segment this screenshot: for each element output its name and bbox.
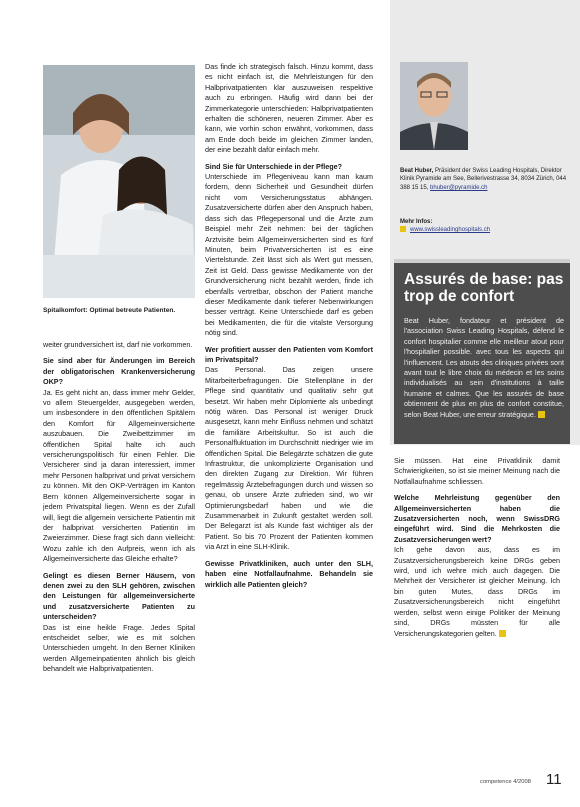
paragraph: weiter grundversichert ist, darf nie vorkommen. (43, 340, 193, 349)
photo-caption: Spitalkomfort: Optimal betreute Patienten. (43, 307, 176, 314)
paragraph: Unterschiede im Pflegeniveau kann man kaum fordern, denn Sicherheit und Gesundheit dürfen nicht vom Versicherungsstatus abhängen. Zusatzversicherte dürfen aber den Anspruch haben, dass sich das Pflegepersonal und die Ärzte zum Beispiel mehr Zeit nehmen: bei der täglichen Arztvisite beim Allgemeinversicherten sind es fünf Minuten, beim Privatversicherten ist es eine Viertelstunde. Zeit lässt sich als Wert gut messen, Zeit ist Geld. Dass gewisse Medikamente von der Grundversicherung nicht bezahlt werden, finde ich ebenfalls vertretbar, obschon der Patient manche dieser Medikamente dank tieferer Nebenwirkungen besser verträgt. Keine Unterschiede darf es geben bei Medikamenten, die für die vitalste Versorgung nötig sind. (205, 172, 373, 338)
page-number: 11 (546, 771, 562, 788)
paragraph: Ja. Es geht nicht an, dass immer mehr Gelder, vo allem Steuergelder, ausgegeben werden, um insbesondere in den öffentlichen Spitälern den Komfort für Allgemeinversicherte auszubauen. Die Zweibettzimmer im öffentlichen Spital halte ich auch versicherungspolitisch für einen Fehler. Die Versicherer sind ja daran interessiert, immer mehr Personen halbprivat und privat versichern zu können. Mit den OKP-Verträgen im Kanton Bern können Allgemeinversicherte sogar in jedem Privatspital liegen. Wenn es der Zufall will, liegt die allgemein versicherte Patientin mit der halbprivat versicherten Patientin im Zweierzimmer. Diese fragt sich dann vielleicht: Wozu zahle ich den Aufpreis, wenn ich als Allgemeinversicherte das Gleiche erhalte? (43, 387, 195, 564)
interview-question: Sie sind aber für Änderungen im Bereich der obligatorischen Krankenversicherung OKP? (43, 356, 195, 387)
column-middle (205, 62, 373, 590)
column-left (43, 340, 195, 681)
interview-question: Sind Sie für Unterschiede in der Pflege? (205, 161, 342, 171)
column-right (394, 456, 560, 645)
author-bio (400, 167, 572, 192)
paragraph: Das ist eine heikle Frage. Jedes Spital entscheidet selber, wie es mit solchen Unterschieden umgeht. In den Berner Kliniken werden Allgemeinpatienten ähnlich bis gleich behandelt wie Halbprivatpatienten. (43, 622, 195, 674)
web-info-label: Mehr Infos: (400, 219, 433, 225)
bio-email-link[interactable]: bhuber@pyramide.ch (430, 184, 488, 191)
paragraph-text: Ich gehe davon aus, dass es im Zusatzversicherungsbereich keine DRGs geben wird, und ich wehre mich auch dagegen. Die Mehrheit der Versicherer ist gleicher Meinung. Ich bin guten Mutes, dass DRGs im Zusatzversicherungsbereich nicht eingeführt werden, selbst wenn einige Politiker der Meinung sind, DRGs müssten für alle Versicherungskategorien gelten. (394, 545, 560, 638)
paragraph (394, 545, 560, 639)
french-summary-body: Beat Huber, fondateur et président de l'association Swiss Leading Hospitals, défend le confort hospitalier comme elle meilleur atout pour l'hospitalier possible. avec tous les aspects qui l'influencent. Les atouts des cliniques privées sont avant tout le libre choix du médecin et les soins individualisés au sein d'institutions à taille humaine et calmes. Que les assurés de base obtiennent de plus en plus de confort constitue, selon Beat Huber, une erreur stratégique. (404, 316, 564, 419)
french-summary-title: Assurés de base: pas trop de confort (404, 271, 564, 305)
french-summary-box (394, 259, 570, 444)
paragraph: Sie müssen. Hat eine Privatklinik damit Schwierigkeiten, so ist sie meiner Meinung nach die Notfallaufnahme schliessen. (394, 456, 560, 486)
paragraph: Das finde ich strategisch falsch. Hinzu kommt, dass es nicht einfach ist, die Mehrleistungen für den Halbprivatpatienten klar auszuweisen respektive auch zu erbringen. Häufig wird dann bei der Zimmerkategorie unterschieden: Halbprivatpatienten erhalten die schöneren, neueren Zimmer. Aber es kann, wie vorhin schon erwähnt, vorkommen, dass am Ende doch beide im gleichen Zimmer landen, der eine bezahlt dafür einfach mehr. (205, 62, 373, 155)
square-bullet-icon (400, 226, 406, 232)
bio-name: Beat Huber, (400, 168, 434, 174)
interview-question: Gelingt es diesen Berner Häusern, von denen zwei zu den SLH gehören, zwischen den Leistungen für allgemeinversicherte und zusatzversicherte Patienten zu unterscheiden? (43, 570, 195, 622)
web-info (400, 218, 572, 235)
website-link[interactable]: www.swissleadinghospitals.ch (410, 227, 491, 234)
portrait-photo (400, 62, 468, 150)
magazine-issue: competence 4/2008 (480, 779, 531, 785)
end-square-icon (499, 630, 506, 637)
hospital-photo (43, 65, 195, 298)
paragraph: Das Personal. Das zeigen unsere Mitarbeiterbefragungen. Die Stellenpläne in der Pflege sind quantitativ und qualitativ sehr gut besetzt. Wir haben mehr Diplomierte als unbedingt nötig wären. Das Personal ist weniger Druck ausgesetzt, kann mehr Einfluss nehmen und schätzt die familiäre Arbeitskultur. So ist auch die Personalfluktuation im Durchschnitt niedriger wie im öffentlichen Spital. Die Belegärzte schätzen die gute Infrastruktur, die unkomplizierte Organisation und den direkten Zugang zur Direktion. Wir führen regelmässig Ärztebefragungen durch und wissen so genau, ob unsere Ärzte zufrieden sind, wo wir Optimierungsbedarf haben und wie die Zusammenarbeit in Zukunft gestaltet werden soll. Der Belegarzt ist als Kunde fast wichtiger als der Patient. So bis 70 Prozent der Patienten kommen via Arzt in eine SLH-Klinik. (205, 365, 373, 552)
bio-text: Präsident der Swiss Leading Hospitals, Direktor Klinik Pyramide am See, Bellerivestrasse 34, 8034 Zürich, 044 388 15 15, (400, 168, 567, 191)
french-summary-text (404, 316, 564, 420)
interview-question: Gewisse Privatkliniken, auch unter den SLH, haben eine Notfallaufnahme. Behandeln sie wirklich alle Patienten gleich? (205, 558, 373, 589)
interview-question: Welche Mehrleistung gegenüber den Allgemeinversicherten haben die Zusatzversicherten noch, wenn SwissDRG eingeführt wird. Sind die Mehrkosten die Zusatzversicherungen wert? (394, 493, 560, 544)
interview-question: Wer profitiert ausser den Patienten vom Komfort im Privatspital? (205, 344, 373, 364)
end-square-icon (538, 411, 545, 418)
